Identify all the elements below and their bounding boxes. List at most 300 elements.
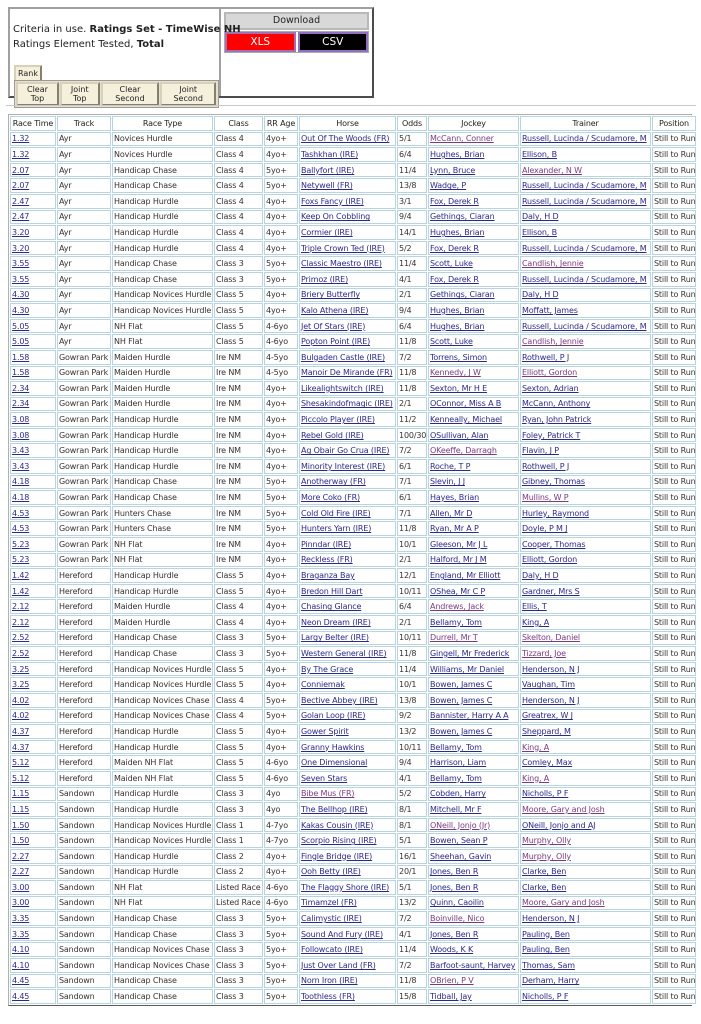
horse-link[interactable]: Primoz (IRE) <box>301 274 349 284</box>
jockey-link[interactable]: Kenneally, Michael <box>430 415 502 425</box>
odds-cell: 5/2 <box>397 787 427 802</box>
jockey-cell <box>428 459 519 474</box>
race-time-link[interactable]: 3.43 <box>12 461 30 471</box>
race-time-link[interactable]: 1.42 <box>12 586 30 596</box>
horse-link[interactable]: Pinndar (IRE) <box>301 539 352 549</box>
jockey-link[interactable]: Hughes, Brian <box>430 227 485 237</box>
trainer-link[interactable]: Moore, Gary and Josh <box>522 898 605 908</box>
trainer-link[interactable]: Clarke, Ben <box>522 882 567 892</box>
horse-cell <box>299 677 396 692</box>
trainer-link[interactable]: Skelton, Daniel <box>522 633 581 643</box>
trainer-link[interactable]: Henderson, N J <box>522 914 580 924</box>
trainer-link[interactable]: Henderson, N J <box>522 664 580 674</box>
trainer-link[interactable]: Ellis, T <box>522 602 547 612</box>
trainer-link[interactable]: Nicholls, P F <box>522 789 569 799</box>
jockey-link[interactable]: Fox, Derek R <box>430 274 479 284</box>
jockey-link[interactable]: Bellamy, Tom <box>430 617 482 627</box>
trainer-link[interactable]: King, A <box>522 617 550 627</box>
horse-link[interactable]: Minority Interest (IRE) <box>301 461 386 471</box>
horse-cell <box>299 225 396 240</box>
race-time-link[interactable]: 1.58 <box>12 368 30 378</box>
horse-link[interactable]: Granny Hawkins <box>301 742 365 752</box>
trainer-cell <box>520 475 651 490</box>
horse-link[interactable]: Timamzel (FR) <box>301 898 357 908</box>
trainer-link[interactable]: Daly, H D <box>522 212 559 222</box>
race-time-link[interactable]: 4.45 <box>12 992 30 1002</box>
horse-link[interactable]: Neon Dream (IRE) <box>301 617 371 627</box>
jockey-link[interactable]: Hayes, Brian <box>430 493 480 503</box>
rank-button[interactable]: Rank <box>14 65 42 82</box>
trainer-link[interactable]: Gardner, Mrs S <box>522 586 580 596</box>
track-cell: Ayr <box>57 241 111 256</box>
trainer-link[interactable]: Ryan, John Patrick <box>522 415 592 425</box>
race-time-link[interactable]: 5.12 <box>12 758 30 768</box>
trainer-link[interactable]: Pauling, Ben <box>522 945 570 955</box>
horse-link[interactable]: Likealightswitch (IRE) <box>301 383 384 393</box>
race-time-link[interactable]: 5.12 <box>12 773 30 783</box>
trainer-link[interactable]: Ellison, B <box>522 227 557 237</box>
trainer-link[interactable]: Sexton, Adrian <box>522 383 579 393</box>
horse-link[interactable]: More Coko (FR) <box>301 493 360 503</box>
jockey-link[interactable]: Lynn, Bruce <box>430 165 476 175</box>
track-cell: Hereford <box>57 740 111 755</box>
age-cell: 4yo+ <box>264 428 298 443</box>
jockey-link[interactable]: Bannister, Harry A A <box>430 711 509 721</box>
horse-link[interactable]: Sound And Fury (IRE) <box>301 929 383 939</box>
horse-link[interactable]: The Bellhop (IRE) <box>301 804 368 814</box>
trainer-link[interactable]: Greatrex, W J <box>522 711 573 721</box>
download-csv-button[interactable]: CSV <box>298 32 369 52</box>
horse-link[interactable]: Keep On Cobbling <box>301 212 371 222</box>
trainer-link[interactable]: Russell, Lucinda / Scudamore, M <box>522 321 647 331</box>
race-time-link[interactable]: 2.12 <box>12 602 30 612</box>
race-time-link[interactable]: 4.37 <box>12 726 30 736</box>
jockey-link[interactable]: Williams, Mr Daniel <box>430 664 504 674</box>
horse-link[interactable]: Scorpio Rising (IRE) <box>301 836 377 846</box>
jockey-link[interactable]: OKeeffe, Darragh <box>430 446 497 456</box>
trainer-link[interactable]: Russell, Lucinda / Scudamore, M <box>522 243 647 253</box>
horse-link[interactable]: Conniemak <box>301 680 345 690</box>
horse-link[interactable]: One Dimensional <box>301 758 368 768</box>
trainer-link[interactable]: Murphy, Olly <box>522 836 571 846</box>
position-cell: Still to Run <box>652 350 696 365</box>
trainer-cell <box>520 443 651 458</box>
jockey-link[interactable]: Woods, K K <box>430 945 474 955</box>
jockey-link[interactable]: Andrews, Jack <box>430 602 484 612</box>
horse-link[interactable]: Manoir De Mirande (FR) <box>301 368 393 378</box>
horse-link[interactable]: Bredon Hill Dart <box>301 586 363 596</box>
trainer-link[interactable]: Doyle, P M J <box>522 524 568 534</box>
trainer-cell <box>520 241 651 256</box>
race-time-link[interactable]: 4.10 <box>12 945 30 955</box>
horse-link[interactable]: Calimystic (IRE) <box>301 914 362 924</box>
horse-link[interactable]: Kalo Athena (IRE) <box>301 305 369 315</box>
trainer-link[interactable]: Elliott, Gordon <box>522 368 578 378</box>
class-cell: Class 3 <box>214 989 263 1004</box>
horse-cell <box>299 724 396 739</box>
race-time-cell <box>10 428 56 443</box>
track-cell: Ayr <box>57 272 111 287</box>
race-time-cell <box>10 490 56 505</box>
position-cell: Still to Run <box>652 568 696 583</box>
jockey-link[interactable]: Bowen, Sean P <box>430 836 488 846</box>
race-time-link[interactable]: 3.20 <box>12 243 30 253</box>
race-time-link[interactable]: 3.08 <box>12 415 30 425</box>
age-cell: 5yo+ <box>264 927 298 942</box>
jockey-link[interactable]: Bowen, James C <box>430 680 493 690</box>
jockey-link[interactable]: Ryan, Mr A P <box>430 524 479 534</box>
horse-cell <box>299 459 396 474</box>
trainer-link[interactable]: Sheppard, M <box>522 726 571 736</box>
horse-link[interactable]: Gower Spirit <box>301 726 349 736</box>
race-time-link[interactable]: 3.35 <box>12 914 30 924</box>
race-time-link[interactable]: 5.05 <box>12 321 30 331</box>
position-cell: Still to Run <box>652 319 696 334</box>
jockey-cell <box>428 740 519 755</box>
trainer-link[interactable]: Henderson, N J <box>522 695 580 705</box>
joint-second-button[interactable]: Joint Second <box>160 82 216 106</box>
horse-link[interactable]: Tashkhan (IRE) <box>301 149 359 159</box>
trainer-link[interactable]: Comley, Max <box>522 758 573 768</box>
horse-cell <box>299 989 396 1004</box>
trainer-link[interactable]: Hurley, Raymond <box>522 508 589 518</box>
race-time-link[interactable]: 3.00 <box>12 898 30 908</box>
trainer-cell <box>520 412 651 427</box>
trainer-link[interactable]: Nicholls, P F <box>522 992 569 1002</box>
race-type-cell: Hunters Chase <box>112 506 213 521</box>
jockey-link[interactable]: Wadge, P <box>430 181 467 191</box>
horse-link[interactable]: Western General (IRE) <box>301 648 387 658</box>
race-time-cell <box>10 303 56 318</box>
horse-link[interactable]: Hunters Yarn (IRE) <box>301 524 372 534</box>
race-time-link[interactable]: 1.15 <box>12 789 30 799</box>
horse-link[interactable]: Popton Point (IRE) <box>301 337 371 347</box>
jockey-link[interactable]: Halford, Mr J M <box>430 555 487 565</box>
jockey-link[interactable]: Scott, Luke <box>430 259 473 269</box>
class-cell: Class 4 <box>214 163 263 178</box>
class-cell: Class 3 <box>214 911 263 926</box>
trainer-link[interactable]: Rothwell, P J <box>522 352 570 362</box>
trainer-cell <box>520 927 651 942</box>
trainer-link[interactable]: Murphy, Olly <box>522 851 571 861</box>
clear-second-button[interactable]: Clear Second <box>101 82 160 106</box>
jockey-link[interactable]: Sexton, Mr H E <box>430 383 488 393</box>
jockey-cell <box>428 132 519 147</box>
race-time-link[interactable]: 2.07 <box>12 181 30 191</box>
ratings-set: Ratings Set - TimeWise NH <box>89 24 241 35</box>
race-time-link[interactable]: 2.47 <box>12 196 30 206</box>
trainer-cell <box>520 272 651 287</box>
race-time-link[interactable]: 4.37 <box>12 742 30 752</box>
trainer-cell <box>520 178 651 193</box>
trainer-link[interactable]: Vaughan, Tim <box>522 680 575 690</box>
class-cell: Ire NM <box>214 459 263 474</box>
horse-link[interactable]: Norn Iron (IRE) <box>301 976 358 986</box>
table-row <box>10 911 696 926</box>
trainer-cell <box>520 366 651 381</box>
race-time-cell <box>10 693 56 708</box>
jockey-link[interactable]: Durrell, Mr T <box>430 633 478 643</box>
race-type-cell: Handicap Hurdle <box>112 865 213 880</box>
race-time-link[interactable]: 3.25 <box>12 664 30 674</box>
race-time-link[interactable]: 2.52 <box>12 648 30 658</box>
trainer-link[interactable]: Elliott, Gordon <box>522 555 578 565</box>
race-time-link[interactable]: 5.23 <box>12 555 30 565</box>
race-time-link[interactable]: 2.34 <box>12 383 30 393</box>
race-time-link[interactable]: 3.55 <box>12 259 30 269</box>
horse-cell <box>299 537 396 552</box>
position-cell: Still to Run <box>652 755 696 770</box>
jockey-link[interactable]: ONeill, Jonjo (Jr) <box>430 820 491 830</box>
odds-cell: 5/2 <box>397 241 427 256</box>
jockey-link[interactable]: Gingell, Mr Frederick <box>430 648 510 658</box>
race-time-link[interactable]: 1.32 <box>12 149 30 159</box>
horse-link[interactable]: Classic Maestro (IRE) <box>301 259 382 269</box>
race-time-link[interactable]: 3.08 <box>12 430 30 440</box>
class-cell: Ire NM <box>214 412 263 427</box>
race-time-link[interactable]: 1.50 <box>12 820 30 830</box>
jockey-link[interactable]: Quinn, Caoilin <box>430 898 484 908</box>
jockey-link[interactable]: Harrison, Liam <box>430 758 487 768</box>
trainer-link[interactable]: Candlish, Jennie <box>522 259 584 269</box>
trainer-link[interactable]: Ellison, B <box>522 149 557 159</box>
position-cell: Still to Run <box>652 631 696 646</box>
clear-top-button[interactable]: Clear Top <box>16 82 59 106</box>
trainer-link[interactable]: Moore, Gary and Josh <box>522 804 605 814</box>
jockey-link[interactable]: Mitchell, Mr F <box>430 804 482 814</box>
jockey-link[interactable]: England, Mr Elliott <box>430 571 501 581</box>
race-time-link[interactable]: 1.15 <box>12 804 30 814</box>
jockey-link[interactable]: OConnor, Miss A B <box>430 399 502 409</box>
track-cell: Hereford <box>57 755 111 770</box>
trainer-cell <box>520 490 651 505</box>
horse-cell <box>299 366 396 381</box>
jockey-link[interactable]: Hughes, Brian <box>430 305 485 315</box>
age-cell: 4yo+ <box>264 303 298 318</box>
race-time-cell <box>10 475 56 490</box>
track-cell: Sandown <box>57 787 111 802</box>
horse-link[interactable]: The Flaggy Shore (IRE) <box>301 882 390 892</box>
race-time-link[interactable]: 2.52 <box>12 633 30 643</box>
trainer-link[interactable]: Alexander, N W <box>522 165 582 175</box>
horse-link[interactable]: Chasing Glance <box>301 602 362 612</box>
trainer-link[interactable]: McCann, Anthony <box>522 399 591 409</box>
race-time-link[interactable]: 4.02 <box>12 695 30 705</box>
jockey-link[interactable]: McCann, Conner <box>430 134 494 144</box>
horse-link[interactable]: Rebel Gold (IRE) <box>301 430 364 440</box>
horse-link[interactable]: Cold Old Fire (IRE) <box>301 508 371 518</box>
trainer-cell <box>520 880 651 895</box>
horse-link[interactable]: Largy Belter (IRE) <box>301 633 369 643</box>
trainer-link[interactable]: Daly, H D <box>522 290 559 300</box>
trainer-link[interactable]: Derham, Harry <box>522 976 580 986</box>
horse-link[interactable]: Piccolo Player (IRE) <box>301 415 375 425</box>
horse-link[interactable]: Seven Stars <box>301 773 348 783</box>
trainer-link[interactable]: Pauling, Ben <box>522 929 570 939</box>
horse-link[interactable]: Ag Obair Go Crua (IRE) <box>301 446 390 456</box>
horse-link[interactable]: Netywell (FR) <box>301 181 353 191</box>
jockey-cell <box>428 677 519 692</box>
trainer-link[interactable]: ONeill, Jonjo and AJ <box>522 820 596 830</box>
jockey-link[interactable]: OShea, Mr C P <box>430 586 486 596</box>
jockey-link[interactable]: Boinville, Nico <box>430 914 485 924</box>
race-time-link[interactable]: 5.23 <box>12 539 30 549</box>
race-time-link[interactable]: 2.47 <box>12 212 30 222</box>
odds-cell: 7/2 <box>397 350 427 365</box>
jockey-link[interactable]: Kennedy, J W <box>430 368 481 378</box>
horse-cell <box>299 693 396 708</box>
jockey-link[interactable]: Bellamy, Tom <box>430 773 482 783</box>
horse-link[interactable]: Golan Loop (IRE) <box>301 711 366 721</box>
trainer-link[interactable]: Russell, Lucinda / Scudamore, M <box>522 181 647 191</box>
trainer-link[interactable]: Clarke, Ben <box>522 867 567 877</box>
jockey-link[interactable]: Gleeson, Mr J L <box>430 539 488 549</box>
trainer-link[interactable]: King, A <box>522 742 550 752</box>
jockey-cell <box>428 568 519 583</box>
jockey-link[interactable]: Slevin, J J <box>430 477 465 487</box>
race-time-link[interactable]: 1.42 <box>12 571 30 581</box>
race-time-link[interactable]: 5.05 <box>12 337 30 347</box>
jockey-link[interactable]: OBrien, P V <box>430 976 474 986</box>
jockey-link[interactable]: Gethings, Ciaran <box>430 212 495 222</box>
joint-top-button[interactable]: Joint Top <box>60 82 100 106</box>
jockey-link[interactable]: Jones, Ben R <box>430 882 479 892</box>
jockey-link[interactable]: Jones, Ben R <box>430 929 479 939</box>
horse-cell <box>299 662 396 677</box>
jockey-link[interactable]: Roche, T P <box>430 461 471 471</box>
table-row <box>10 771 696 786</box>
jockey-link[interactable]: Tidball, Jay <box>430 992 472 1002</box>
horse-link[interactable]: Bulgaden Castle (IRE) <box>301 352 385 362</box>
download-xls-button[interactable]: XLS <box>225 32 296 52</box>
horse-link[interactable]: Reckless (FR) <box>301 555 353 565</box>
jockey-link[interactable]: Hughes, Brian <box>430 321 485 331</box>
horse-link[interactable]: Shesakindofmagic (IRE) <box>301 399 393 409</box>
race-time-link[interactable]: 4.02 <box>12 711 30 721</box>
trainer-link[interactable]: Daly, H D <box>522 571 559 581</box>
horse-link[interactable]: Cormier (IRE) <box>301 227 353 237</box>
odds-cell: 10/1 <box>397 677 427 692</box>
trainer-link[interactable]: Russell, Lucinda / Scudamore, M <box>522 134 647 144</box>
horse-link[interactable]: Out Of The Woods (FR) <box>301 134 390 144</box>
horse-link[interactable]: Ballyfort (IRE) <box>301 165 355 175</box>
jockey-link[interactable]: Hughes, Brian <box>430 149 485 159</box>
header-odds: Odds <box>397 116 427 131</box>
race-time-link[interactable]: 2.34 <box>12 399 30 409</box>
trainer-link[interactable]: Thomas, Sam <box>522 960 575 970</box>
race-time-link[interactable]: 4.18 <box>12 477 30 487</box>
jockey-link[interactable]: Fox, Derek R <box>430 196 479 206</box>
header-race-time: Race Time <box>10 116 56 131</box>
race-time-link[interactable]: 4.30 <box>12 305 30 315</box>
horse-link[interactable]: Toothless (FR) <box>301 992 355 1002</box>
race-time-link[interactable]: 4.45 <box>12 976 30 986</box>
trainer-link[interactable]: Gibney, Thomas <box>522 477 585 487</box>
table-row <box>10 428 696 443</box>
race-time-link[interactable]: 3.43 <box>12 446 30 456</box>
horse-link[interactable]: Foxs Fancy (IRE) <box>301 196 364 206</box>
jockey-link[interactable]: Scott, Luke <box>430 337 473 347</box>
jockey-link[interactable]: Bowen, James C <box>430 695 493 705</box>
race-time-link[interactable]: 3.20 <box>12 227 30 237</box>
race-time-link[interactable]: 4.18 <box>12 493 30 503</box>
horse-link[interactable]: Anotherway (FR) <box>301 477 366 487</box>
trainer-link[interactable]: Candlish, Jennie <box>522 337 584 347</box>
horse-link[interactable]: By The Grace <box>301 664 354 674</box>
horse-link[interactable]: Ooh Betty (IRE) <box>301 867 361 877</box>
jockey-link[interactable]: Torrens, Simon <box>430 352 487 362</box>
race-time-link[interactable]: 3.00 <box>12 882 30 892</box>
position-cell: Still to Run <box>652 677 696 692</box>
jockey-link[interactable]: Bellamy, Tom <box>430 742 482 752</box>
race-time-cell <box>10 771 56 786</box>
trainer-link[interactable]: Russell, Lucinda / Scudamore, M <box>522 196 647 206</box>
race-time-link[interactable]: 1.58 <box>12 352 30 362</box>
race-time-link[interactable]: 4.30 <box>12 290 30 300</box>
horse-link[interactable]: Triple Crown Ted (IRE) <box>301 243 385 253</box>
race-time-link[interactable]: 4.53 <box>12 524 30 534</box>
race-time-link[interactable]: 3.25 <box>12 680 30 690</box>
trainer-link[interactable]: King, A <box>522 773 550 783</box>
horse-cell <box>299 475 396 490</box>
race-time-link[interactable]: 2.27 <box>12 851 30 861</box>
jockey-link[interactable]: Barfoot-saunt, Harvey <box>430 960 516 970</box>
race-time-link[interactable]: 1.32 <box>12 134 30 144</box>
trainer-link[interactable]: Foley, Patrick T <box>522 430 581 440</box>
jockey-link[interactable]: Sheehan, Gavin <box>430 851 492 861</box>
race-type-cell: Handicap Novices Hurdle <box>112 662 213 677</box>
trainer-link[interactable]: Cooper, Thomas <box>522 539 586 549</box>
jockey-link[interactable]: OSullivan, Alan <box>430 430 489 440</box>
trainer-link[interactable]: Mullins, W P <box>522 493 569 503</box>
horse-link[interactable]: Briery Butterfly <box>301 290 360 300</box>
horse-link[interactable]: Fingle Bridge (IRE) <box>301 851 373 861</box>
race-time-link[interactable]: 4.10 <box>12 960 30 970</box>
trainer-link[interactable]: Flavin, J P <box>522 446 559 456</box>
table-row <box>10 210 696 225</box>
horse-link[interactable]: Followcato (IRE) <box>301 945 363 955</box>
horse-cell <box>299 833 396 848</box>
race-time-link[interactable]: 1.50 <box>12 836 30 846</box>
race-time-link[interactable]: 3.35 <box>12 929 30 939</box>
race-time-link[interactable]: 2.12 <box>12 617 30 627</box>
trainer-link[interactable]: Moffatt, James <box>522 305 578 315</box>
jockey-link[interactable]: Gethings, Ciaran <box>430 290 495 300</box>
trainer-link[interactable]: Tizzard, Joe <box>522 648 566 658</box>
jockey-link[interactable]: Allen, Mr D <box>430 508 473 518</box>
horse-link[interactable]: Kakas Cousin (IRE) <box>301 820 374 830</box>
race-time-cell <box>10 724 56 739</box>
track-cell: Ayr <box>57 132 111 147</box>
trainer-cell <box>520 521 651 536</box>
jockey-link[interactable]: Fox, Derek R <box>430 243 479 253</box>
horse-link[interactable]: Just Over Land (FR) <box>301 960 376 970</box>
race-time-link[interactable]: 2.07 <box>12 165 30 175</box>
jockey-link[interactable]: Jones, Ben R <box>430 867 479 877</box>
horse-link[interactable]: Bective Abbey (IRE) <box>301 695 378 705</box>
race-time-link[interactable]: 3.55 <box>12 274 30 284</box>
horse-link[interactable]: Bibe Mus (FR) <box>301 789 355 799</box>
trainer-link[interactable]: Rothwell, P J <box>522 461 570 471</box>
race-time-link[interactable]: 2.27 <box>12 867 30 877</box>
jockey-link[interactable]: Bowen, James C <box>430 726 493 736</box>
header-row <box>10 116 696 131</box>
horse-link[interactable]: Jet Of Stars (IRE) <box>301 321 366 331</box>
jockey-link[interactable]: Cobden, Harry <box>430 789 486 799</box>
race-time-link[interactable]: 4.53 <box>12 508 30 518</box>
trainer-link[interactable]: Russell, Lucinda / Scudamore, M <box>522 274 647 284</box>
horse-link[interactable]: Braganza Bay <box>301 571 355 581</box>
